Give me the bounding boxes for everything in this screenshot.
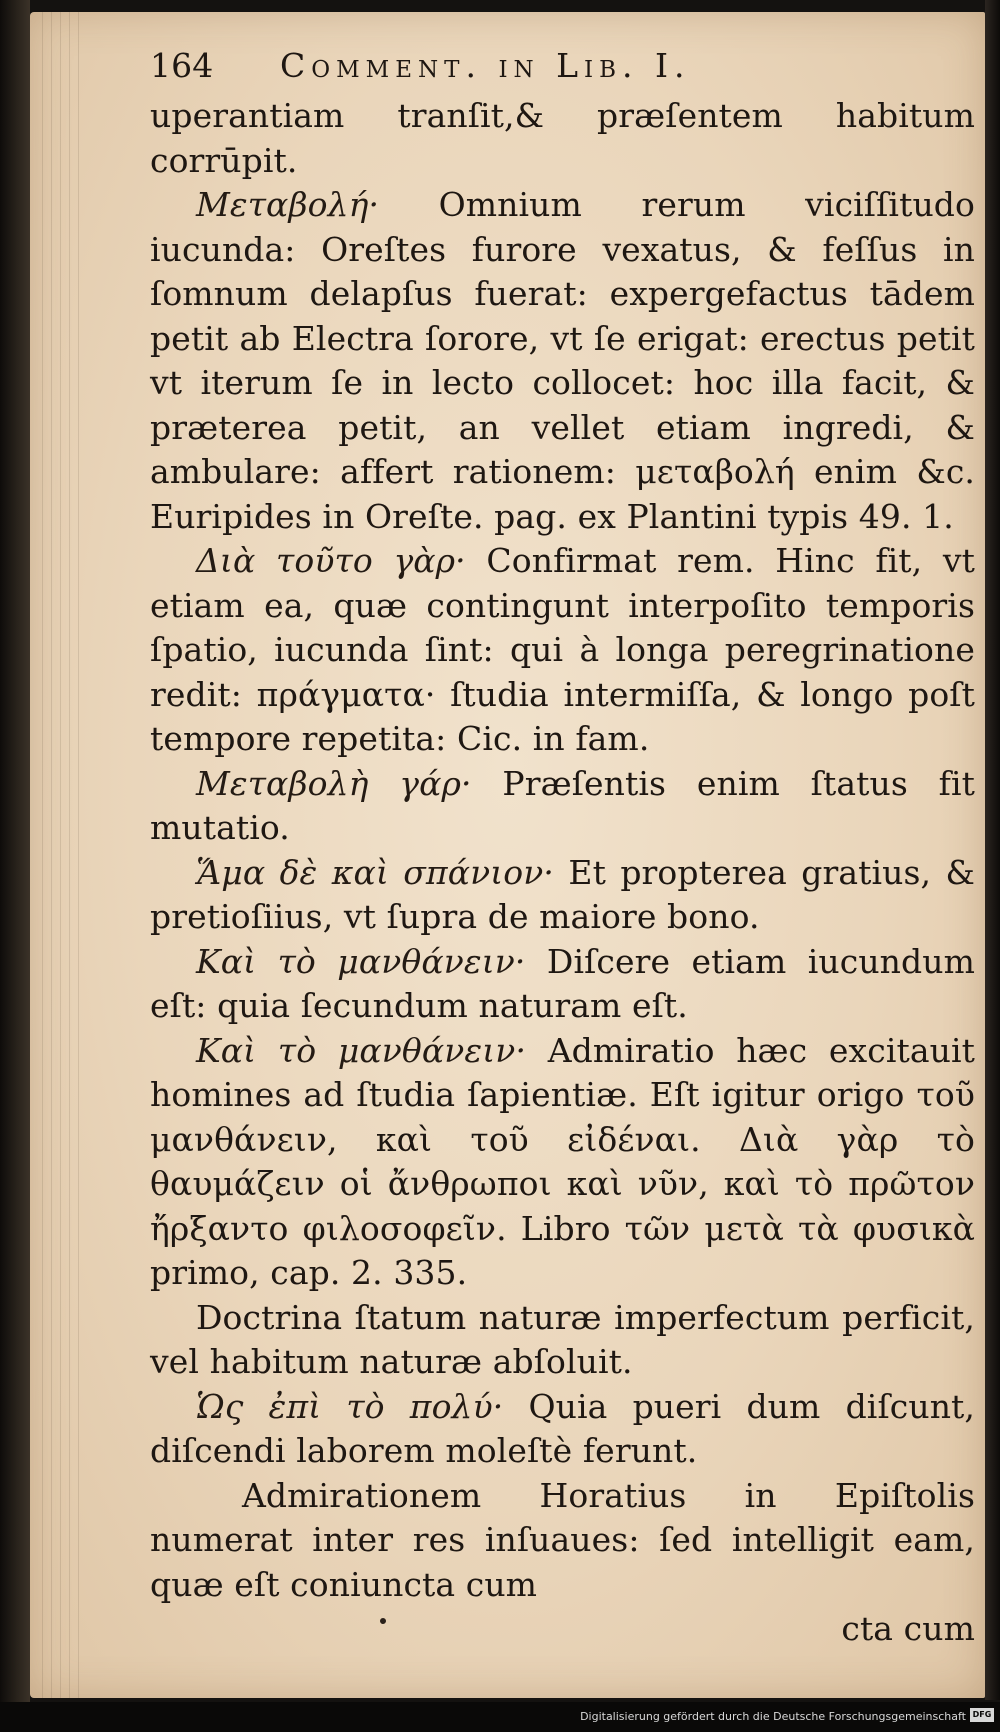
- greek-lemma: Ἅμα δὲ καὶ σπάνιον·: [196, 852, 555, 892]
- greek-lemma: Μεταβολή·: [196, 185, 380, 224]
- paragraph-hama: [150, 851, 975, 940]
- running-head: Comment. in Lib. I.: [280, 46, 691, 85]
- paragraph-metabole-gar: [150, 762, 975, 851]
- footer-credit: Digitalisierung gefördert durch die Deutsche Forschungsgemeinschaft: [580, 1710, 966, 1723]
- paragraph-hos-epi: [150, 1385, 975, 1474]
- greek-lemma: Διὰ τοῦτο γὰρ·: [196, 541, 466, 580]
- dfg-logo-icon: DFG: [970, 1708, 994, 1722]
- book-right-edge: [985, 0, 1000, 1700]
- greek-lemma: Ὡς ἐπὶ τὸ πολύ·: [196, 1386, 504, 1426]
- paragraph-text: Admirationem Horatius in Epiſtolis numerat inter res inſuaues: ſed intelligit eam, quæ eſt coniuncta cum: [150, 1475, 975, 1604]
- paragraph-text: Et propterea gratius, & pretioſiius, vt ſupra de maiore bono.: [150, 852, 975, 936]
- paragraph-text: uperantiam tranſit,& præſentem habitum corrūpit.: [150, 96, 975, 180]
- paragraph-dia-touto: [150, 539, 975, 762]
- greek-lemma: Καὶ τὸ μανθάνειν·: [196, 1030, 527, 1070]
- paragraph-admirationem: [150, 1474, 975, 1608]
- digitization-footer: [0, 1702, 1000, 1732]
- page-number: 164: [150, 46, 214, 85]
- paragraph-manthanein-2: [150, 1029, 975, 1296]
- paragraph-manthanein-1: [150, 940, 975, 1029]
- paragraph-text: Admiratio hæc excitauit homines ad ſtudia ſapientiæ. Eſt igitur origo τοῦ μανθάνειν, καὶ τοῦ εἰδέναι. Διὰ γὰρ τὸ θαυμάζειν οἱ ἄνθρωποι καὶ νῦν, καὶ τὸ πρῶτον ἤρξαντο φιλοσοφεῖν. Libro τῶν μετὰ τὰ φυσικὰ primo, cap. 2. 335.: [150, 1030, 975, 1292]
- paragraph-continuation: [150, 94, 975, 183]
- paragraph-text: Quia pueri dum diſcunt, diſcendi laborem moleſtè ferunt.: [150, 1386, 976, 1470]
- paragraph-text: Omnium rerum viciſſitudo iucunda: Oreſtes furore vexatus, & feſſus in ſomnum delapſus fuerat: expergefactus tādem petit ab Electra ſorore, vt ſe erigat: erectus petit vt iterum ſe in lecto collocet: hoc illa facit, & præterea petit, an vellet etiam ingredi, & ambulare: affert rationem: μεταβολή enim &c. Euripides in Oreſte. pag. ex Plantini typis 49. 1.: [150, 185, 975, 536]
- ink-dot: [380, 1618, 386, 1624]
- greek-lemma: Καὶ τὸ μανθάνειν·: [196, 941, 526, 981]
- paragraph-text: Doctrina ſtatum naturæ imperfectum perficit, vel habitum naturæ abſoluit.: [150, 1297, 975, 1381]
- paragraph-doctrina: [150, 1296, 975, 1385]
- book-left-edge: [0, 0, 30, 1732]
- page-text: [150, 44, 975, 1652]
- page-header: [150, 44, 975, 94]
- paragraph-metabole: [150, 183, 975, 539]
- paragraph-text: Confirmat rem. Hinc fit, vt etiam ea, quæ contingunt interpoſito temporis ſpatio, iucunda ſint: qui à longa peregrinatione redit: πράγματα· ſtudia intermiſſa, & longo poſt tempore repetita: Cic. in fam.: [150, 541, 975, 758]
- paragraph-text: Præſentis enim ſtatus fit mutatio.: [150, 763, 975, 847]
- page-gutter: [42, 12, 82, 1698]
- paragraph-text: Diſcere etiam iucundum eſt: quia ſecundum naturam eſt.: [150, 941, 976, 1025]
- greek-lemma: Μεταβολὴ γάρ·: [196, 763, 472, 803]
- catchword: cta cum: [841, 1609, 975, 1648]
